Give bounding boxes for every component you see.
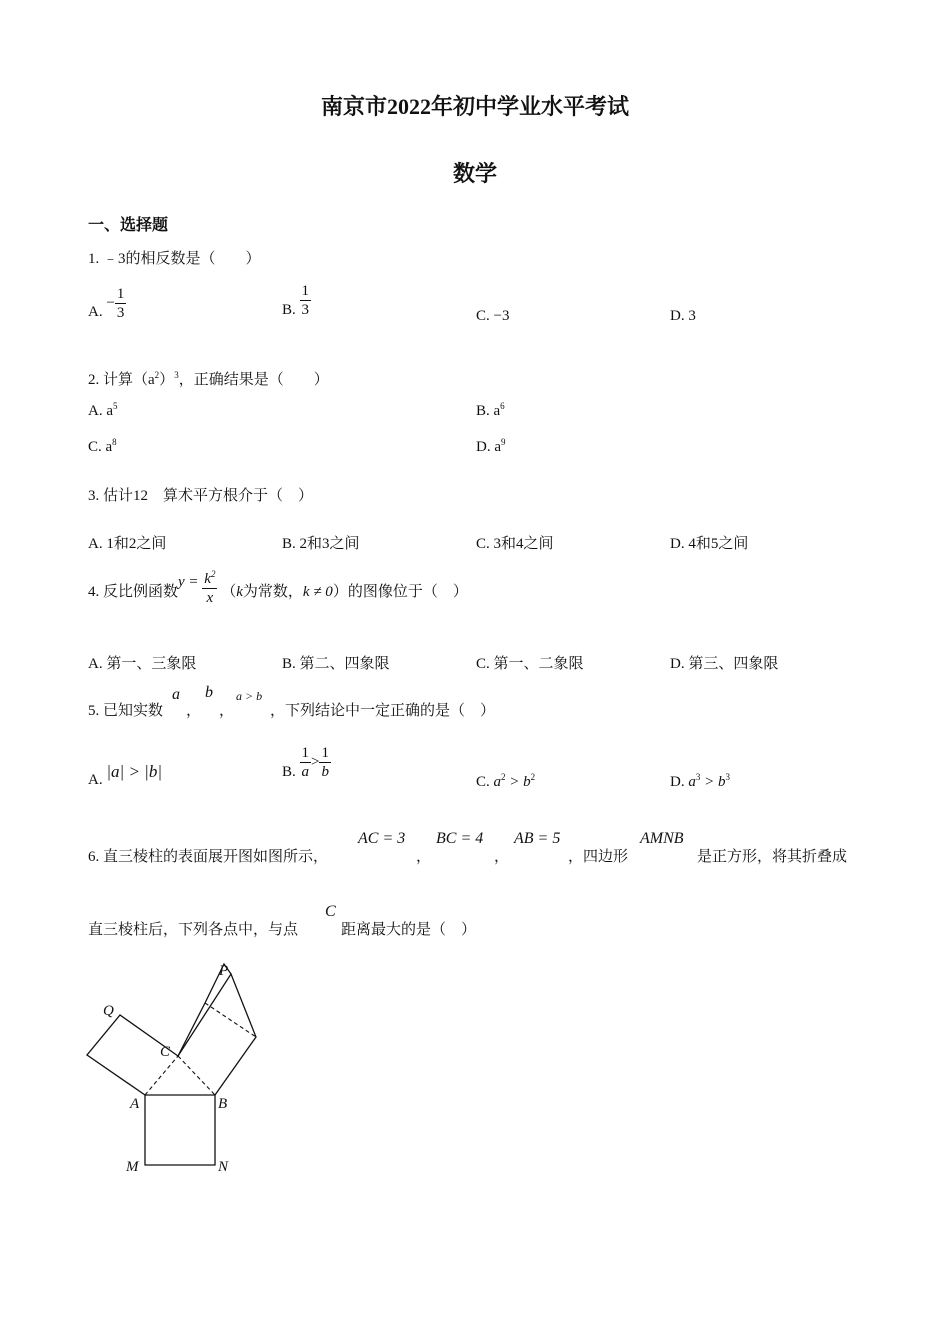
q2-stem-sup2: 3	[174, 370, 179, 380]
dashed-fold	[205, 1003, 256, 1037]
q4-num-k: k	[204, 571, 211, 587]
q4-option-d: D. 第三、四象限	[670, 656, 779, 672]
q5-c-label: C.	[476, 774, 490, 790]
q6-point-c: C	[325, 903, 336, 920]
q2-d-sup: 9	[501, 437, 506, 447]
q5-d-sup2: 3	[725, 772, 730, 782]
q5-b-den2: b	[321, 764, 329, 780]
q5-c-a: a	[493, 774, 502, 790]
q6-ab: AB = 5	[514, 830, 561, 847]
q1-option-c: C. −3	[476, 308, 510, 324]
q1-a-denominator: 3	[116, 305, 125, 321]
q6-stem-pre: 6. 直三棱柱的表面展开图如图所示，	[88, 849, 329, 865]
square-amnb	[145, 1095, 215, 1165]
q3-option-c: C. 3和4之间	[476, 536, 554, 552]
q5-b-gt: >	[311, 754, 320, 770]
q2-a-text: A. a	[88, 403, 113, 419]
q2-b-text: B. a	[476, 403, 501, 419]
q5-d-a: a	[688, 774, 696, 790]
q4-option-a: A. 第一、三象限	[88, 656, 197, 672]
label-c: C	[160, 1044, 171, 1060]
q4-stem-pre: 4. 反比例函数	[88, 583, 179, 600]
q5-var-b: b	[205, 684, 213, 701]
q2-stem-sup1: 2	[154, 370, 160, 380]
q6-line2-post: 距离最大的是（ ）	[341, 922, 477, 938]
label-b: B	[218, 1096, 228, 1112]
q1-a-numerator: 1	[116, 286, 125, 302]
q6-amnb: AMNB	[640, 830, 684, 847]
q6-mid: ，四边形	[568, 849, 629, 865]
q6-ac: AC = 3	[358, 830, 406, 847]
q4-condition: k ≠ 0	[302, 583, 333, 600]
q2-c-text: C. a	[88, 439, 113, 455]
q5-stem-pre: 5. 已知实数	[88, 703, 164, 719]
q5-a-label: A.	[88, 772, 103, 788]
q2-a-sup: 5	[113, 401, 118, 411]
q5-var-a: a	[172, 686, 180, 703]
dashed-ac	[145, 1056, 178, 1095]
edge-c-up	[178, 1003, 205, 1056]
q6-line2-pre: 直三棱柱后，下列各点中，与点	[88, 922, 299, 938]
q4-option-b: B. 第二、四象限	[282, 656, 390, 672]
q5-b-den1: a	[301, 764, 310, 780]
q4-option-c: C. 第一、二象限	[476, 656, 584, 672]
q1-option-d: D. 3	[670, 308, 696, 324]
q5-condition: a > b	[236, 689, 263, 703]
q3-option-b: B. 2和3之间	[282, 536, 360, 552]
q5-c-sup2: 2	[530, 772, 536, 782]
q1-b-label: B.	[282, 302, 296, 318]
q3-option-d: D. 4和5之间	[670, 536, 749, 552]
q1-b-numerator: 1	[301, 283, 310, 299]
q6-post: 是正方形，将其折叠成	[697, 849, 848, 865]
q4-mid2: 为常数，	[242, 583, 303, 600]
q1-b-denominator: 3	[301, 302, 310, 318]
q1-stem: 1. ﹣3的相反数是（ ）	[88, 251, 261, 267]
section-heading: 一、选择题	[88, 217, 169, 234]
label-a: A	[130, 1096, 140, 1112]
q1-a-sign: −	[106, 295, 115, 311]
q2-stem-post: ，正确结果是（ ）	[178, 372, 329, 388]
rect-bc-face	[178, 974, 256, 1095]
q5-comma-2: ，	[219, 703, 235, 719]
q3-option-a: A. 1和2之间	[88, 536, 167, 552]
q5-d-label: D.	[670, 774, 685, 790]
q2-c-sup: 8	[112, 437, 117, 447]
q5-d-gt: > b	[700, 774, 726, 790]
subject-title: 数学	[452, 161, 497, 186]
q5-c-gt: > b	[505, 774, 531, 790]
q2-b-sup: 6	[500, 401, 505, 411]
q4-k: k	[236, 583, 243, 600]
q4-denominator: x	[206, 590, 214, 606]
q5-a-expr: |a| > |b|	[106, 762, 163, 781]
dashed-cb	[178, 1056, 215, 1095]
q4-mid: （	[221, 583, 237, 600]
q4-num-sup: 2	[210, 569, 216, 579]
q4-y-equals: y =	[178, 573, 199, 590]
q6-bc: BC = 4	[436, 830, 484, 847]
q2-stem-pre: 2. 计算（a	[88, 372, 155, 388]
q4-post: ）的图像位于（ ）	[332, 583, 468, 600]
q5-b-num2: 1	[321, 745, 329, 761]
q6-comma-1: ，	[416, 849, 432, 865]
q3-stem: 3. 估计12 算术平方根介于（ ）	[88, 488, 314, 504]
q5-comma-1: ，	[186, 703, 202, 719]
q5-b-label: B.	[282, 764, 296, 780]
exam-title: 南京市2022年初中学业水平考试	[320, 94, 629, 119]
q5-c-sup1: 2	[501, 772, 506, 782]
label-n: N	[218, 1159, 229, 1175]
label-p: P	[219, 963, 229, 979]
q5-d-sup1: 3	[695, 772, 701, 782]
q5-b-num1: 1	[301, 745, 310, 761]
q5-stem-post: ，下列结论中一定正确的是（ ）	[270, 703, 496, 719]
label-q: Q	[103, 1003, 114, 1019]
q1-a-label: A.	[88, 304, 103, 320]
label-m: M	[126, 1159, 139, 1175]
q2-stem-mid: ）	[159, 372, 175, 388]
q2-d-text: D. a	[476, 439, 501, 455]
q6-comma-2: ，	[494, 849, 510, 865]
